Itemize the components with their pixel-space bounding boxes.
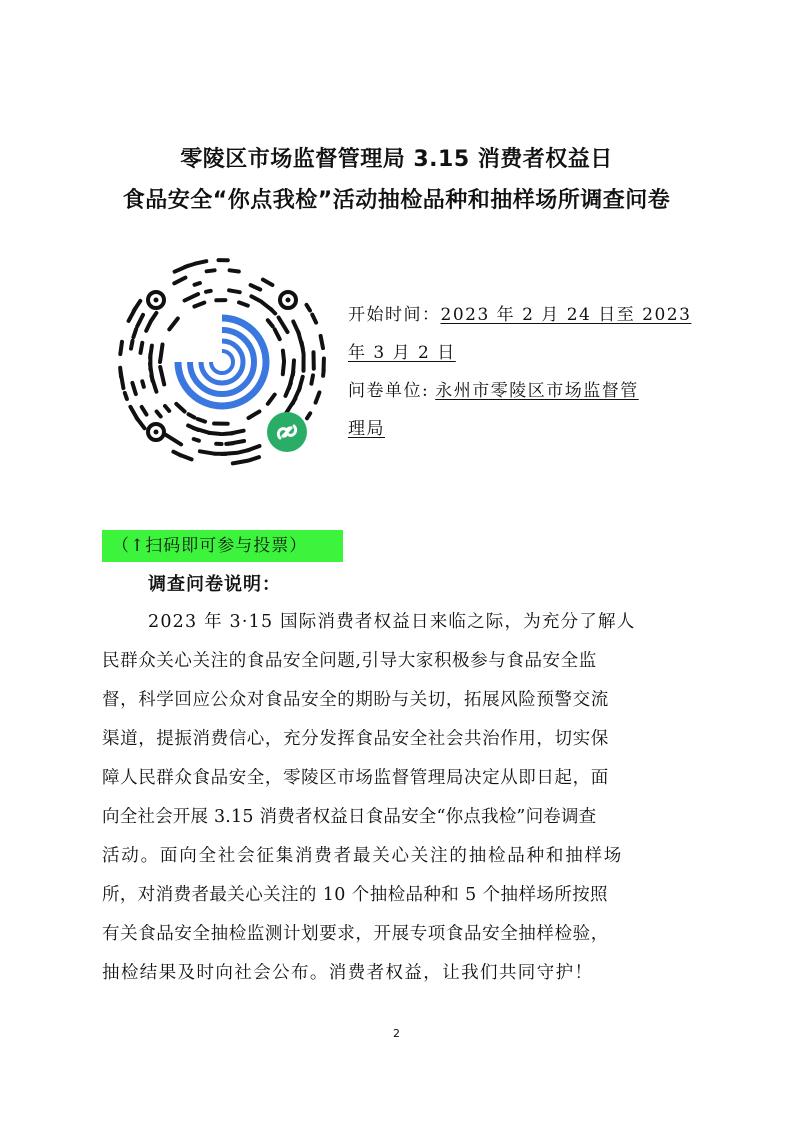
qr-code-dash bbox=[279, 318, 288, 333]
mini-program-qr-code[interactable] bbox=[112, 252, 332, 472]
paragraph-line: 活动。面向全社会征集消费者最关心关注的抽检品种和抽样场 bbox=[102, 846, 624, 866]
qr-code-dash bbox=[283, 362, 284, 374]
qr-code-dash bbox=[268, 395, 275, 404]
start-time-value-continued: 年 3 月 2 日 bbox=[348, 343, 456, 363]
qr-code-dash bbox=[142, 381, 144, 387]
qr-finder-top-right bbox=[280, 292, 296, 308]
qr-finder-top-left bbox=[148, 292, 164, 308]
qr-code-dash bbox=[194, 439, 199, 441]
start-time-value: 2023 年 2 月 24 日至 2023 bbox=[440, 305, 692, 325]
qr-code-dash bbox=[200, 451, 215, 453]
qr-code-dash bbox=[268, 320, 273, 326]
qr-code-dash bbox=[165, 406, 169, 411]
paragraph-line: 抽检结果及时向社会公布。消费者权益，让我们共同守护！ bbox=[102, 963, 594, 983]
qr-code-dash bbox=[173, 452, 181, 456]
qr-code-dash bbox=[132, 383, 135, 394]
qr-code-dash bbox=[157, 412, 161, 417]
qr-code-dash bbox=[307, 413, 310, 418]
qr-code-dash bbox=[174, 278, 185, 284]
qr-code-dash bbox=[120, 342, 122, 354]
qr-code-dash bbox=[251, 296, 261, 301]
qr-code-dash bbox=[141, 343, 143, 353]
start-time-label: 开始时间： bbox=[348, 305, 441, 325]
qr-code-dash bbox=[321, 336, 323, 348]
qr-code-dash bbox=[160, 345, 163, 363]
qr-code-dash bbox=[185, 294, 199, 300]
qr-code-dash bbox=[146, 321, 151, 331]
qr-code-dash bbox=[286, 398, 296, 413]
page-number: 2 bbox=[393, 1027, 400, 1040]
paragraph-line: 民群众关心关注的食品安全问题,引导大家积极参与食品安全监 bbox=[102, 651, 597, 671]
qr-code-dash bbox=[229, 290, 240, 292]
qr-code-dash bbox=[166, 435, 182, 445]
qr-code-dash bbox=[223, 433, 232, 434]
qr-code-dash bbox=[312, 315, 316, 323]
qr-code-dash bbox=[185, 264, 195, 267]
paragraph-line: 障人民群众食品安全，零陵区市场监督管理局决定从即日起，面 bbox=[102, 768, 609, 788]
qr-code-dash bbox=[188, 426, 198, 430]
qr-code-dash bbox=[150, 346, 152, 358]
qr-code-dash bbox=[251, 285, 261, 289]
paragraph-line: 渠道，提振消费信心，充分发挥食品安全社会共治作用，切实保 bbox=[102, 729, 609, 749]
scan-hint-highlight: （↑扫码即可参与投票） bbox=[102, 530, 343, 562]
survey-unit-value: 永州市零陵区市场监督管 bbox=[435, 381, 639, 401]
survey-unit-row bbox=[348, 380, 639, 402]
survey-unit-label: 问卷单位: bbox=[348, 381, 430, 401]
qr-code-dash bbox=[130, 407, 137, 419]
qr-code-dash bbox=[196, 261, 206, 263]
qr-code-dash bbox=[250, 457, 259, 460]
qr-code-dash bbox=[125, 393, 127, 399]
qr-code-dash bbox=[198, 419, 205, 422]
qr-code-dash bbox=[311, 375, 313, 383]
qr-code-dash bbox=[307, 305, 311, 311]
qr-center-background bbox=[170, 310, 274, 414]
qr-code-dash bbox=[137, 315, 143, 327]
paragraph-line: 有关食品安全抽检监测计划要求，开展专项食品安全抽样检验， bbox=[102, 924, 609, 944]
qr-code-dash bbox=[316, 392, 320, 402]
survey-unit-value-continued: 理局 bbox=[348, 419, 385, 439]
qr-code-dash bbox=[160, 367, 164, 384]
qr-code-dash bbox=[239, 450, 249, 452]
qr-code-dash bbox=[131, 341, 133, 349]
paragraph-line: 所，对消费者最关心关注的 10 个抽检品种和 5 个抽样场所按照 bbox=[102, 885, 608, 905]
qr-code-dash bbox=[207, 270, 215, 271]
qr-code-dash bbox=[271, 309, 276, 314]
qr-code-dash bbox=[233, 461, 248, 464]
paragraph-line: 督，科学回应公众对食品安全的期盼与关切，拓展风险预警交流 bbox=[102, 690, 609, 710]
qr-code-dash bbox=[226, 443, 233, 444]
qr-code-dash bbox=[176, 404, 184, 412]
qr-code-dash bbox=[302, 343, 304, 354]
paragraph-line: 向全社会开展 3.15 消费者权益日食品安全“你点我检”问卷调查 bbox=[102, 807, 597, 827]
qr-code-dash bbox=[194, 303, 204, 307]
qr-code-dash bbox=[289, 372, 293, 388]
qr-code-dash bbox=[151, 313, 156, 321]
qr-code-dash bbox=[275, 329, 280, 339]
qr-code-dash bbox=[249, 412, 260, 419]
qr-code-dash bbox=[169, 319, 178, 330]
qr-code-dash bbox=[283, 351, 284, 361]
qr-code-dash bbox=[239, 302, 248, 305]
qr-code-dash bbox=[206, 291, 211, 292]
qr-code-dash bbox=[195, 283, 200, 285]
description-heading: 调查问卷说明： bbox=[148, 574, 281, 595]
qr-code-dash bbox=[189, 414, 195, 417]
document-title-line2: 食品安全“你点我检”活动抽检品种和抽样场所调查问卷 bbox=[122, 188, 671, 213]
document-title-line1: 零陵区市场监督管理局 3.15 消费者权益日 bbox=[180, 147, 613, 172]
qr-code-dash bbox=[134, 301, 141, 311]
paragraph-line: 2023 年 3·15 国际消费者权益日来临之际，为充分了解人 bbox=[148, 612, 636, 632]
qr-code-dash bbox=[120, 368, 121, 377]
wechat-mini-program-icon bbox=[267, 412, 307, 452]
qr-code-dash bbox=[263, 280, 273, 285]
start-time-row bbox=[348, 304, 691, 326]
qr-finder-bottom-left bbox=[148, 424, 164, 440]
qr-code-dash bbox=[133, 329, 136, 337]
qr-code-dash bbox=[142, 407, 147, 415]
qr-code-dash bbox=[323, 370, 324, 376]
qr-code-dash bbox=[230, 270, 239, 271]
